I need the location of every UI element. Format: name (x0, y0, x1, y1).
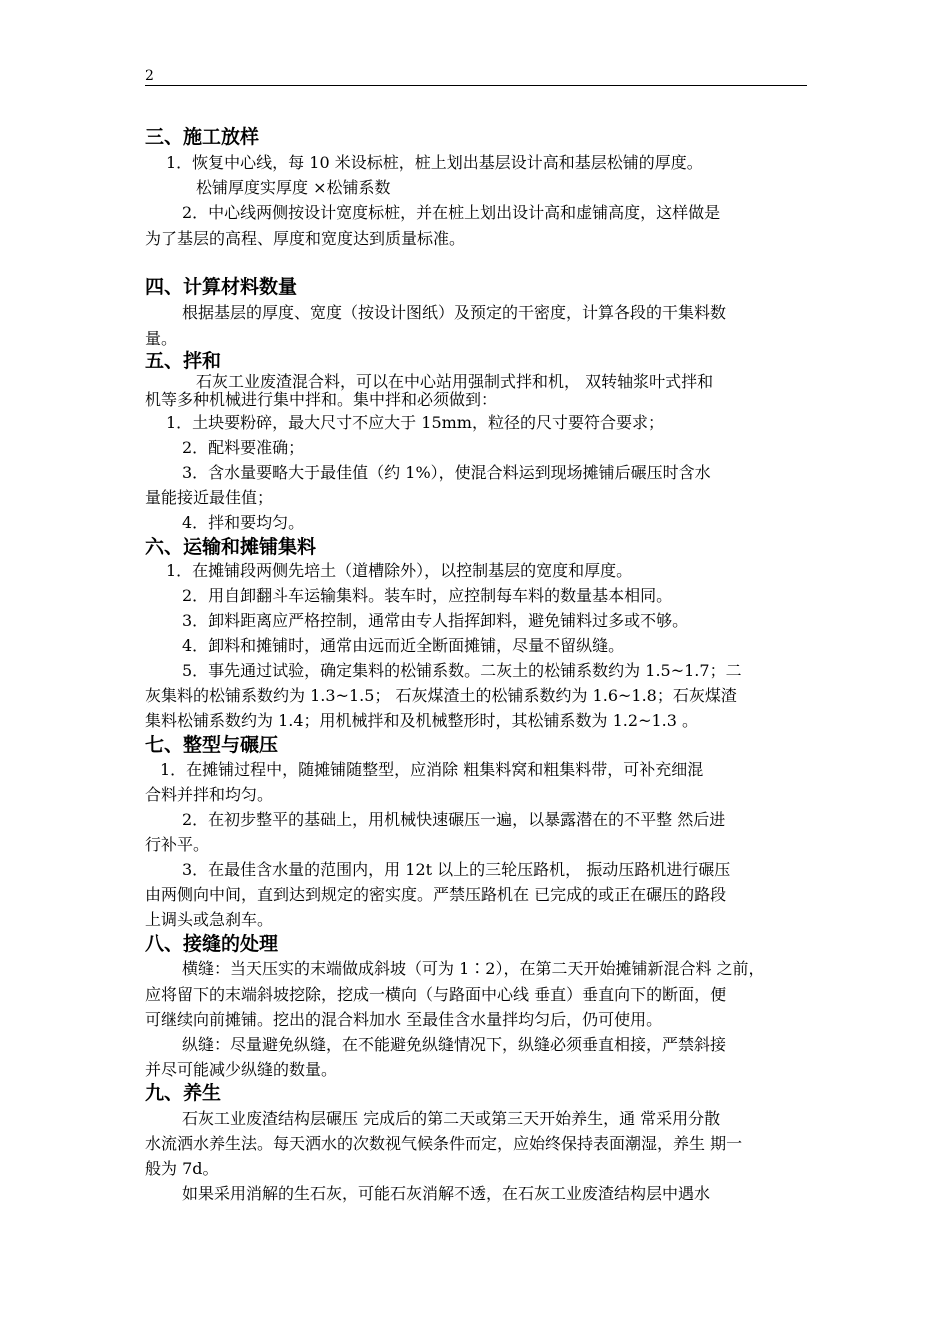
list-item: 1．土块要粉碎，最大尺寸不应大于 15mm，粒径的尺寸要符合要求； (166, 413, 664, 432)
paragraph-line: 量能接近最佳值； (145, 488, 274, 507)
paragraph-line: 2．中心线两侧按设计宽度标桩，并在桩上划出设计高和虚铺高度，这样做是 (182, 203, 721, 222)
paragraph-line: 应将留下的末端斜坡挖除，挖成一横向（与路面中心线 垂直）垂直向下的断面，便 (145, 985, 727, 1004)
paragraph-line: 纵缝：尽量避免纵缝，在不能避免纵缝情况下，纵缝必须垂直相接，严禁斜接 (182, 1035, 727, 1054)
list-item: 1．在摊铺段两侧先培土（道槽除外），以控制基层的宽度和厚度。 (166, 561, 633, 580)
paragraph-line: 为了基层的高程、厚度和宽度达到质量标准。 (145, 229, 466, 248)
list-item: 1．在摊铺过程中，随摊铺随整型，应消除 粗集料窝和粗集料带，可补充细混 (160, 760, 704, 779)
list-item: 2．在初步整平的基础上，用机械快速碾压一遍，以暴露潜在的不平整 然后进 (182, 810, 726, 829)
paragraph-line: 横缝：当天压实的末端做成斜坡（可为 1∶2），在第二天开始摊铺新混合料 之前， (182, 959, 765, 978)
list-item: 3．卸料距离应严格控制，通常由专人指挥卸料，避免铺料过多或不够。 (182, 611, 689, 630)
header-rule (145, 85, 807, 86)
list-item: 2．配料要准确； (182, 438, 305, 457)
section-heading-compaction: 七、整型与碾压 (145, 734, 279, 756)
section-heading-mixing: 五、拌和 (145, 350, 222, 372)
paragraph-line: 石灰工业废渣混合料，可以在中心站用强制式拌和机， 双转轴浆叶式拌和 (196, 372, 714, 391)
formula-line: 松铺厚度实厚度 ×松铺系数 (196, 178, 391, 197)
list-item: 4．拌和要均匀。 (182, 513, 305, 532)
paragraph-line: 上调头或急刹车。 (145, 910, 274, 929)
paragraph-line: 可继续向前摊铺。挖出的混合料加水 至最佳含水量拌均匀后，仍可使用。 (145, 1010, 663, 1029)
paragraph-line: 量。 (145, 329, 178, 348)
paragraph-line: 如果采用消解的生石灰，可能石灰消解不透，在石灰工业废渣结构层中遇水 (182, 1184, 711, 1203)
paragraph-line: 行补平。 (145, 835, 210, 854)
section-heading-layout: 三、施工放样 (145, 126, 260, 148)
section-heading-curing: 九、养生 (145, 1082, 222, 1104)
paragraph-line: 水流洒水养生法。每天洒水的次数视气候条件而定，应始终保持表面潮湿，养生 期一 (145, 1134, 743, 1153)
list-item: 3．在最佳含水量的范围内，用 12t 以上的三轮压路机， 振动压路机进行碾压 (182, 860, 731, 879)
paragraph-line: 合料并拌和均匀。 (145, 785, 274, 804)
list-item: 2．用自卸翻斗车运输集料。装车时，应控制每车料的数量基本相同。 (182, 586, 673, 605)
list-item: 5．事先通过试验，确定集料的松铺系数。二灰土的松铺系数约为 1.5~1.7；二 (182, 661, 742, 680)
page-number: 2 (145, 68, 154, 84)
paragraph-line: 石灰工业废渣结构层碾压 完成后的第二天或第三天开始养生，通 常采用分散 (182, 1109, 721, 1128)
paragraph-line: 集料松铺系数约为 1.4；用机械拌和及机械整形时，其松铺系数为 1.2~1.3 。 (145, 711, 699, 730)
section-heading-transport: 六、运输和摊铺集料 (145, 536, 317, 558)
section-heading-materials: 四、计算材料数量 (145, 276, 298, 298)
paragraph-line: 1．恢复中心线，每 10 米设标桩，桩上划出基层设计高和基层松铺的厚度。 (166, 153, 703, 172)
paragraph-line: 并尽可能减少纵缝的数量。 (145, 1060, 338, 1079)
paragraph-line: 灰集料的松铺系数约为 1.3~1.5； 石灰煤渣土的松铺系数约为 1.6~1.8；石灰煤渣 (145, 686, 737, 705)
list-item: 4．卸料和摊铺时，通常由远而近全断面摊铺，尽量不留纵缝。 (182, 636, 625, 655)
section-heading-joints: 八、接缝的处理 (145, 933, 279, 955)
paragraph-line: 由两侧向中间，直到达到规定的密实度。严禁压路机在 已完成的或正在碾压的路段 (145, 885, 727, 904)
paragraph-line: 般为 7d。 (145, 1159, 219, 1178)
paragraph-line: 根据基层的厚度、宽度（按设计图纸）及预定的干密度，计算各段的干集料数 (182, 303, 727, 322)
paragraph-line: 机等多种机械进行集中拌和。集中拌和必须做到： (145, 390, 498, 409)
list-item: 3．含水量要略大于最佳值（约 1%），使混合料运到现场摊铺后碾压时含水 (182, 463, 711, 482)
